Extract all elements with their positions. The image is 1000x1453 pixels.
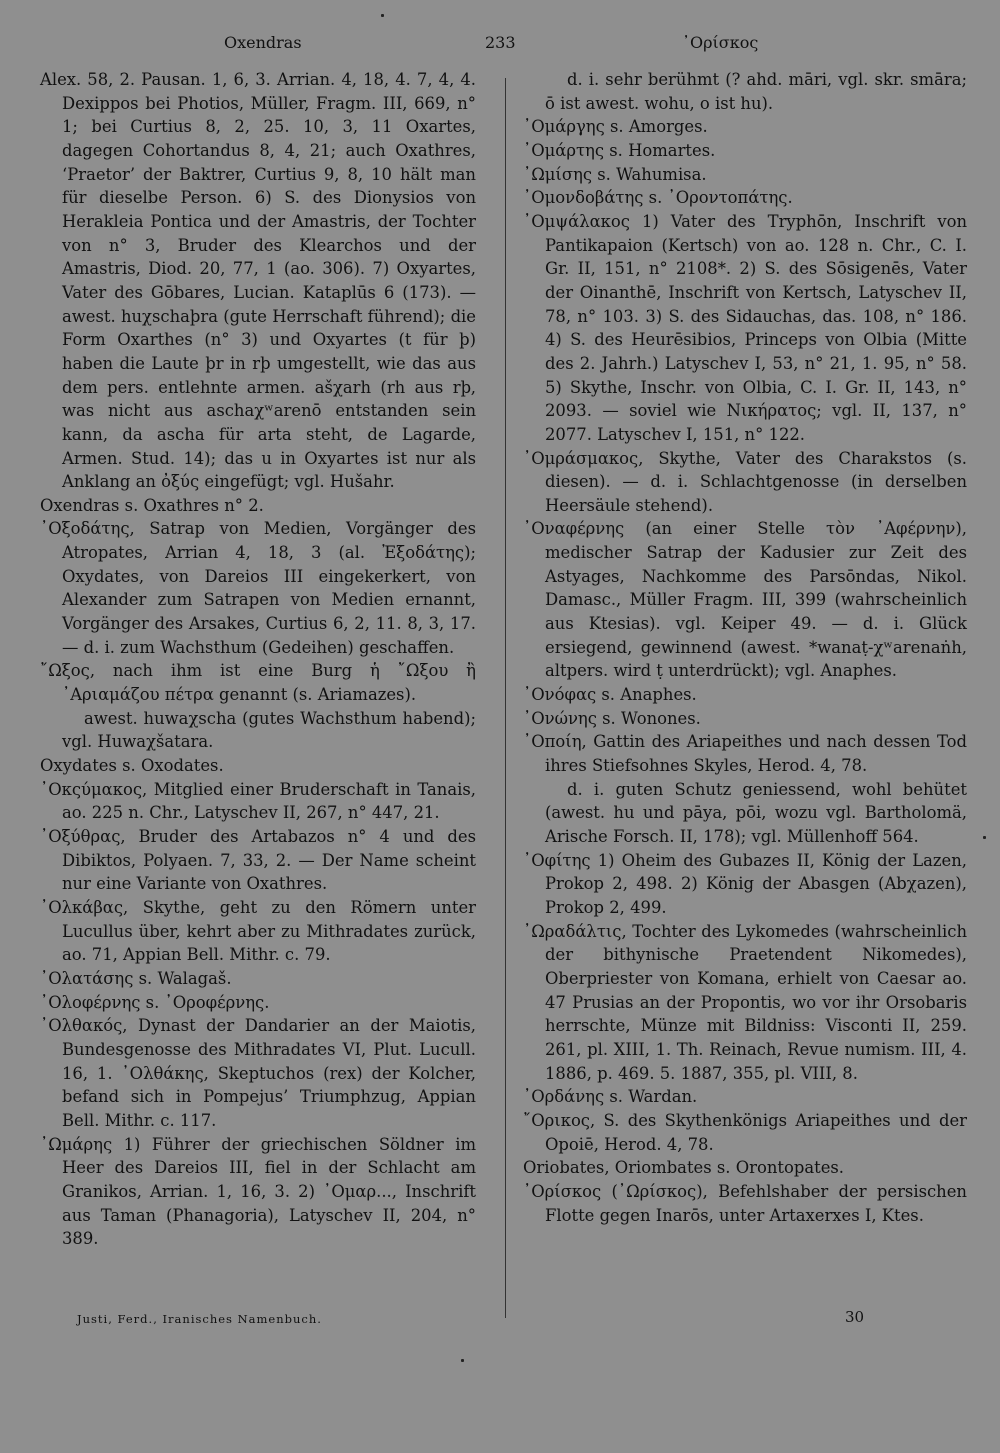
entry: ᾿Ωμάρης 1) Führer der griechischen Söldner im Heer des Dareios III, fiel in der Schlacht am Granikos, Arrian. 1, 16, 3. 2) ᾿Ομαρ..., Inschrift aus Taman (Phanagoria), Latyschev II, 204, n° 389. [40, 1134, 476, 1249]
right-column [523, 68, 967, 1227]
entry: ᾿Ωμίσης s. Wahumisa. [523, 164, 707, 184]
entry: ᾿Ομψάλακος 1) Vater des Tryphōn, Inschrift von Pantikapaion (Kertsch) von ao. 128 n. Chr., C. I. Gr. II, 151, n° 2108*. 2) S. des Sōsigenēs, Vater der Oinanthē, Inschrift von Kertsch, Latyschev II, 78, n° 103. 3) S. des Sidauchas, das. 108, n° 186. 4) S. des Heurēsibios, Princeps von Olbia (Mitte des 2. Jahrh.) Latyschev I, 53, n° 21, 1. 95, n° 58. 5) Skythe, Inschr. von Olbia, C. I. Gr. II, 143, n° 2093. — soviel wie Νικήρατος; vgl. II, 137, n° 2077. Latyschev I, 151, n° 122. [523, 211, 967, 444]
entry: ᾿Ονόφας s. Anaphes. [523, 685, 697, 705]
entry: Oxendras s. Oxathres n° 2. [40, 495, 264, 515]
entry: ᾿Οκςύμακος, Mitglied einer Bruderschaft in Tanais, ao. 225 n. Chr., Latyschev II, 267, n° 447, 21. [40, 779, 476, 823]
print-speck [381, 14, 384, 17]
entry: ᾿Ομονδοβάτης s. ᾿Οροντοπάτης. [523, 188, 793, 208]
entry: ᾿Οφίτης 1) Oheim des Gubazes II, König der Lazen, Prokop 2, 498. 2) König der Abasgen (Abχazen), Prokop 2, 499. [523, 850, 967, 917]
entry: ᾿Ομράσμακος, Skythe, Vater des Charakstos (s. diesen). — d. i. Schlachtgenosse (in derselben Heersäule stehend). [523, 448, 967, 515]
entry: ᾿Ονώνης s. Wonones. [523, 708, 701, 728]
entry: ᾿Ομάργης s. Amorges. [523, 117, 708, 137]
entry-continuation: Alex. 58, 2. Pausan. 1, 6, 3. Arrian. 4, 18, 4. 7, 4, 4. Dexippos bei Photios, Müller, Fragm. III, 669, n° 1; bei Curtius 8, 2, 25. 10, 3, 11 Oxartes, dagegen Cohortandus 8, 4, 21; auch Oxathres, ‘Praetor’ der Baktrer, Curtius 9, 8, 10 hält man für dieselbe Person. 6) S. des Dionysios von Herakleia Pontica und der Amastris, der Tochter von n° 3, Bruder des Klearchos und der Amastris, Diod. 20, 77, 1 (ao. 306). 7) Oxyartes, Vater des Gōbares, Lucian. Kataplūs 6 (173). — awest. huχschaþra (gute Herrschaft führend); die Form Oxarthes (n° 3) und Oxyartes (t für þ) haben die Laute þr in rþ umgestellt, wie das aus dem pers. entlehnte armen. ašχarh (rh aus rþ, was nicht aus aschaχʷarenō entstanden sein kann, da ascha für arta steht, de Lagarde, Armen. Stud. 14); das u in Oxyartes ist nur als Anklang an ὀξύς eingefügt; vgl. Hušahr. [40, 70, 476, 492]
entry: Oriobates, Oriombates s. Orontopates. [523, 1158, 845, 1178]
entry: ᾿Ολθακός, Dynast der Dandarier an der Maiotis, Bundesgenosse des Mithradates VI, Plut. Lucull. 16, 1. ᾿Ολθάκης, Skeptuchos (rex) der Kolcher, befand sich in Pompejus’ Triumphzug, Appian Bell. Mithr. c. 117. [40, 1016, 476, 1130]
entry: ᾿Ολκάβας, Skythe, geht zu den Römern unter Lucullus über, kehrt aber zu Mithradates zurück, ao. 71, Appian Bell. Mithr. c. 79. [40, 897, 476, 965]
sheet-number: 30 [845, 1308, 865, 1326]
entry-note: awest. huwaχscha (gutes Wachsthum habend); vgl. Huwaχšatara. [62, 708, 476, 752]
signature-line: Justi, Ferd., Iranisches Namenbuch. [77, 1312, 322, 1326]
running-head-right: ᾿Ορίσκος [682, 33, 759, 52]
print-speck [983, 836, 986, 839]
entry: ᾿Ολατάσης s. Walagaš. [40, 968, 232, 988]
entry: ῎Ορικος, S. des Skythenkönigs Ariapeithes und der Opoiē, Herod. 4, 78. [523, 1110, 967, 1154]
entry: ᾿Ομάρτης s. Homartes. [523, 140, 716, 160]
running-head-left: Oxendras [224, 33, 302, 52]
entry: ᾿Ορίσκος (᾿Ωρίσκος), Befehlshaber der persischen Flotte gegen Inarōs, unter Artaxerxes I, Ktes. [523, 1181, 967, 1225]
entry-continuation: d. i. sehr berühmt (? ahd. māri, vgl. skr. smāra; ō ist awest. wohu, o ist hu). [545, 70, 967, 113]
entry: ᾿Ολοφέρνης s. ᾿Οροφέρνης. [40, 992, 270, 1012]
entry-note: d. i. guten Schutz geniessend, wohl behütet (awest. hu und pāya, pōi, wozu vgl. Bartholomä, Arische Forsch. II, 178); vgl. Müllenhoff 564. [545, 779, 967, 846]
print-speck [461, 1359, 464, 1362]
entry: ᾿Οξύθρας, Bruder des Artabazos n° 4 und des Dibiktos, Polyaen. 7, 33, 2. — Der Name scheint nur eine Variante von Oxathres. [40, 827, 476, 894]
left-column [40, 68, 476, 1251]
column-rule [505, 78, 506, 1318]
entry: ᾿Οναφέρνης (an einer Stelle τὸν ᾿Αφέρνην), medischer Satrap der Kadusier zur Zeit des Astyages, Nachkomme des Parsōndas, Nikol. Damasc., Müller Fragm. III, 399 (wahrscheinlich aus Ktesias). vgl. Keiper 49. — d. i. Glück ersiegend, gewinnend (awest. *wanaṭ-χʷarenaṅh, altpers. wird ṭ unterdrückt); vgl. Anaphes. [523, 519, 967, 681]
page-number: 233 [485, 33, 516, 52]
entry: ᾿Οξοδάτης, Satrap von Medien, Vorgänger des Atropates, Arrian 4, 18, 3 (al. Ἐξοδάτης); Oxydates, von Dareios III eingekerkert, von Alexander zum Satrapen von Medien ernannt, Vorgänger des Arsakes, Curtius 6, 2, 11. 8, 3, 17. — d. i. zum Wachsthum (Gedeihen) geschaffen. [40, 519, 476, 657]
entry: ῎Ωξος, nach ihm ist eine Burg ἡ ῎Ωξου ἢ ᾿Αριαμάζου πέτρα genannt (s. Ariamazes). [40, 661, 476, 705]
entry: Oxydates s. Oxodates. [40, 756, 224, 776]
entry: ᾿Οποίη, Gattin des Ariapeithes und nach dessen Tod ihres Stiefsohnes Skyles, Herod. 4, 78. [523, 732, 967, 776]
entry: ᾿Ωραδάλτις, Tochter des Lykomedes (wahrscheinlich der bithynische Praetendent Nikomedes), Oberpriester von Komana, erhielt von Caesar ao. 47 Prusias an der Propontis, wo vor ihr Orsobaris herrschte, Münze mit Bildniss: Visconti II, 259. 261, pl. XIII, 1. Th. Reinach, Revue numism. III, 4. 1886, p. 469. 5. 1887, 355, pl. VIII, 8. [523, 921, 967, 1083]
entry: ᾿Ορδάνης s. Wardan. [523, 1087, 698, 1107]
